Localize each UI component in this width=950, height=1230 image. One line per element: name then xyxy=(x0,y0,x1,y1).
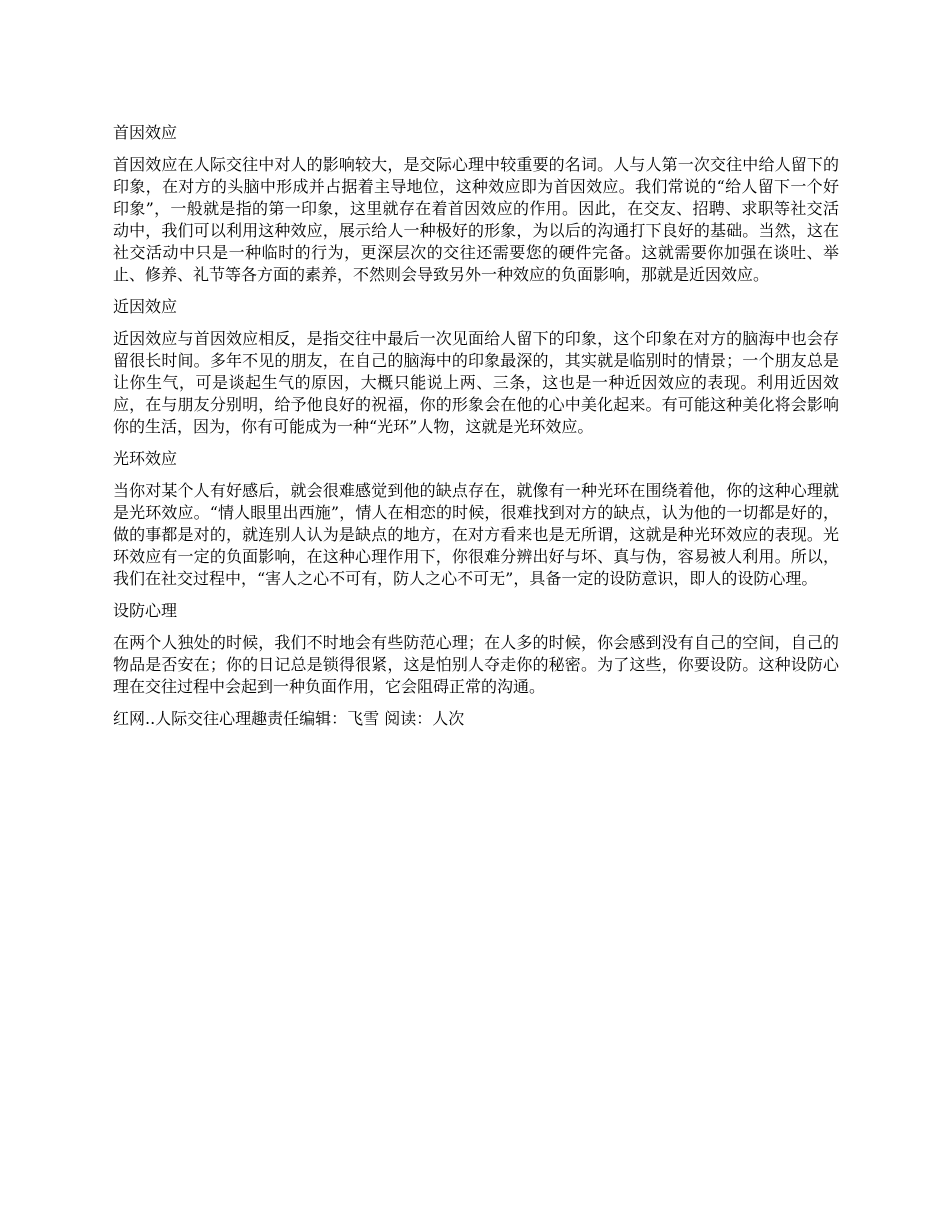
section-recency-effect xyxy=(113,296,839,438)
section-paragraph: 近因效应与首因效应相反，是指交往中最后一次见面给人留下的印象，这个印象在对方的脑海中也会存留很长时间。多年不见的朋友，在自己的脑海中的印象最深的，其实就是临别时的情景；一个朋友总是让你生气，可是谈起生气的原因，大概只能说上两、三条，这也是一种近因效应的表现。利用近因效应，在与朋友分别明，给予他良好的祝福，你的形象会在他的心中美化起来。有可能这种美化将会影响你的生活，因为，你有可能成为一种“光环”人物，这就是光环效应。 xyxy=(113,329,839,436)
section-heading: 近因效应 xyxy=(113,297,178,316)
section-paragraph: 当你对某个人有好感后，就会很难感觉到他的缺点存在，就像有一种光环在围绕着他，你的这种心理就是光环效应。“情人眼里出西施”，情人在相恋的时候，很难找到对方的缺点，认为他的一切都是好的，做的事都是对的，就连别人认为是缺点的地方，在对方看来也是无所谓，这就是种光环效应的表现。光环效应有一定的负面影响，在这种心理作用下，你很难分辨出好与坏、真与伪，容易被人利用。所以，我们在社交过程中，“害人之心不可有，防人之心不可无”，具备一定的设防意识，即人的设防心理。 xyxy=(113,481,839,588)
document-page xyxy=(113,122,839,730)
section-paragraph: 在两个人独处的时候，我们不时地会有些防范心理；在人多的时候，你会感到没有自己的空间，自己的物品是否安在；你的日记总是锁得很紧，这是怕别人夺走你的秘密。为了这些，你要设防。这种设防心理在交往过程中会起到一种负面作用，它会阻碍正常的沟通。 xyxy=(113,633,839,696)
section-heading: 首因效应 xyxy=(113,123,178,142)
section-primacy-effect xyxy=(113,122,839,286)
section-heading: 设防心理 xyxy=(113,601,178,620)
section-halo-effect xyxy=(113,448,839,590)
section-heading: 光环效应 xyxy=(113,449,178,468)
article-footer: 红网..人际交往心理趣责任编辑：飞雪 阅读：人次 xyxy=(113,709,465,728)
section-defensive-psychology xyxy=(113,600,839,698)
section-paragraph: 首因效应在人际交往中对人的影响较大，是交际心理中较重要的名词。人与人第一次交往中给人留下的印象，在对方的头脑中形成并占据着主导地位，这种效应即为首因效应。我们常说的“给人留下一个好印象”，一般就是指的第一印象，这里就存在着首因效应的作用。因此，在交友、招聘、求职等社交活动中，我们可以利用这种效应，展示给人一种极好的形象，为以后的沟通打下良好的基础。当然，这在社交活动中只是一种临时的行为，更深层次的交往还需要您的硬件完备。这就需要你加强在谈吐、举止、修养、礼节等各方面的素养，不然则会导致另外一种效应的负面影响，那就是近因效应。 xyxy=(113,155,839,284)
